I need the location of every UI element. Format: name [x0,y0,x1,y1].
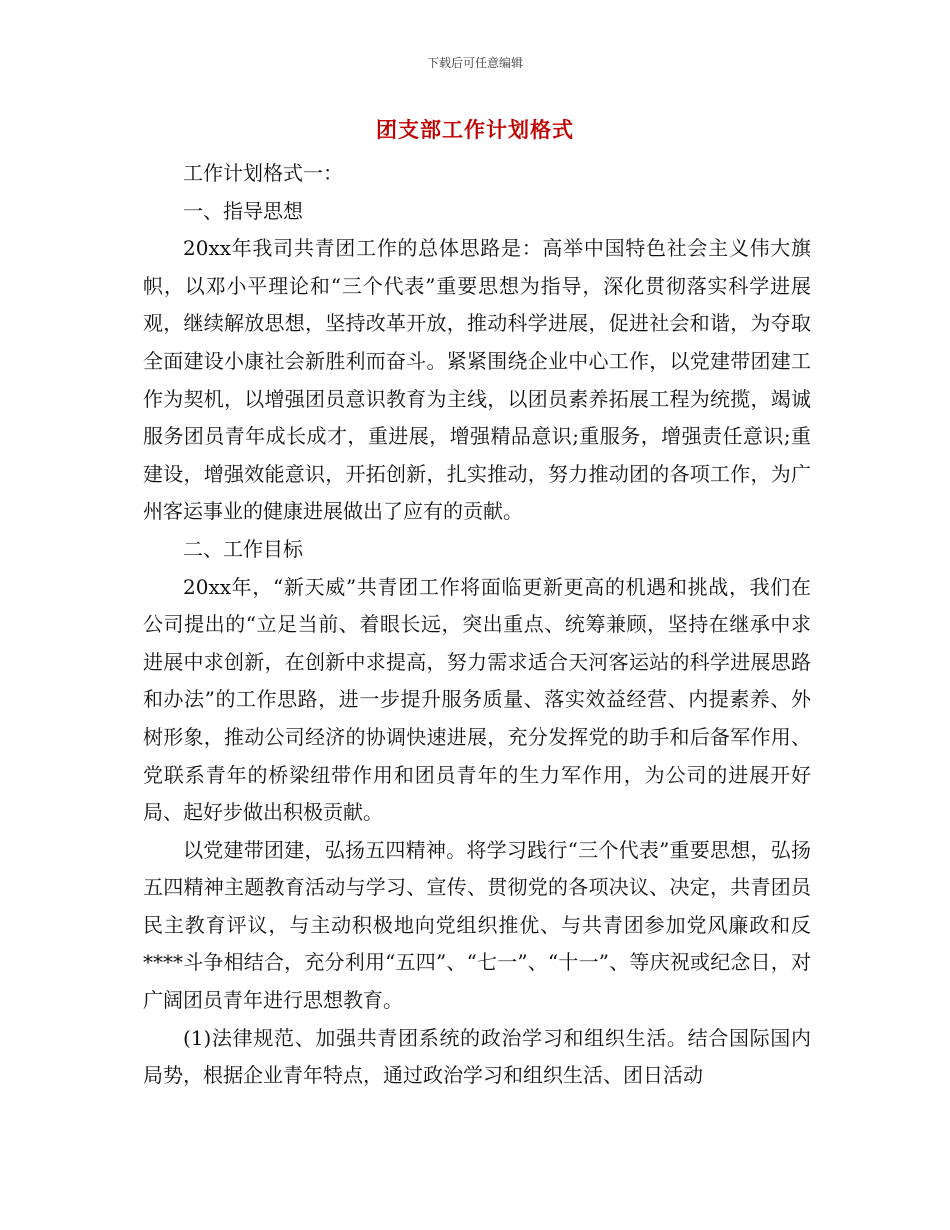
body-paragraph: 20xx年，“新天威”共青团工作将面临更新更高的机遇和挑战，我们在公司提出的“立足当前、着眼长远，突出重点、统筹兼顾，坚持在继承中求进展中求创新，在创新中求提高，努力需求适合天河客运站的科学进展思路和办法”的工作思路，进一步提升服务质量、落实效益经营、内提素养、外树形象，推动公司经济的协调快速进展，充分发挥党的助手和后备军作用、党联系青年的桥梁纽带作用和团员青年的生力军作用，为公司的进展开好局、起好步做出积极贡献。 [143,574,811,825]
body-paragraph: 以党建带团建，弘扬五四精神。将学习践行“三个代表”重要思想，弘扬五四精神主题教育活动与学习、宣传、贯彻党的各项决议、决定，共青团员民主教育评议，与主动积极地向党组织推优、与共青团参加党风廉政和反****斗争相结合，充分利用“五四”、“七一”、“十一”、等庆祝或纪念日，对广阔团员青年进行思想教育。 [143,837,811,1013]
body-paragraph: (1)法律规范、加强共青团系统的政治学习和组织生活。结合国际国内局势，根据企业青年特点，通过政治学习和组织生活、团日活动 [143,1025,811,1088]
body-paragraph: 20xx年我司共青团工作的总体思路是：高举中国特色社会主义伟大旗帜，以邓小平理论和“三个代表”重要思想为指导，深化贯彻落实科学进展观，继续解放思想，坚持改革开放，推动科学进展，促进社会和谐，为夺取全面建设小康社会新胜利而奋斗。紧紧围绕企业中心工作，以党建带团建工作为契机，以增强团员意识教育为主线，以团员素养拓展工程为统揽，竭诚服务团员青年成长成才，重进展，增强精品意识;重服务，增强责任意识;重建设，增强效能意识，开拓创新，扎实推动，努力推动团的各项工作，为广州客运事业的健康进展做出了应有的贡献。 [143,236,811,524]
header-note: 下载后可任意编辑 [426,56,523,70]
body-paragraph: 一、指导思想 [183,198,303,223]
document-title: 团支部工作计划格式 [376,118,574,142]
document-body [143,155,811,1095]
body-paragraph: 工作计划格式一： [183,161,343,185]
body-paragraph: 二、工作目标 [183,536,303,561]
